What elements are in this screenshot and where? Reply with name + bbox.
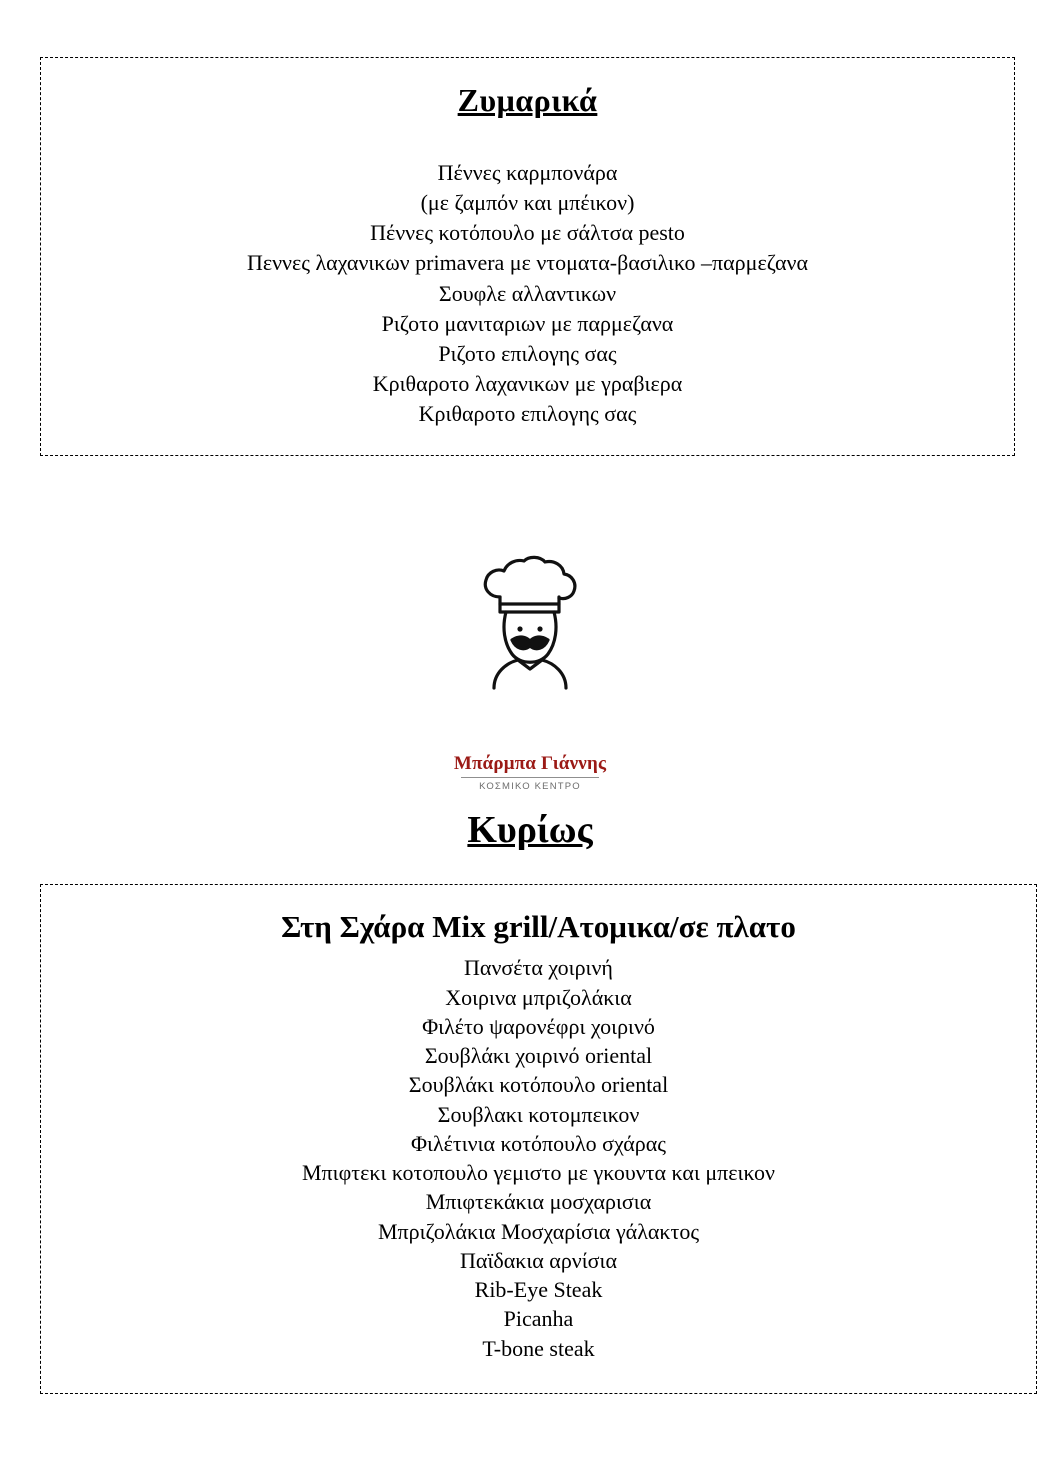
logo-name: Μπάρμπα Γιάννης	[453, 753, 607, 774]
list-item: Picanha	[503, 1306, 574, 1332]
pasta-section-title: Ζυμαρικά	[457, 82, 598, 118]
grill-section-title: Στη Σχάρα Mix grill/Ατομικα/σε πλατο	[281, 909, 796, 944]
list-item: Κριθαροτο επιλογης σας	[418, 401, 637, 426]
list-item: (με ζαμπόν και μπέικον)	[420, 190, 635, 216]
list-item: Ριζοτο μανιταριων με παρμεζανα	[381, 310, 674, 336]
list-item: Πέννες καρμπονάρα	[437, 160, 618, 185]
list-item: Παϊδακια αρνίσια	[460, 1247, 617, 1273]
grill-item-list	[51, 953, 1026, 1363]
list-item: Ριζοτο επιλογης σας	[438, 340, 617, 366]
list-item: T-bone steak	[482, 1335, 595, 1361]
grill-section	[40, 884, 1037, 1394]
restaurant-logo	[0, 555, 1060, 792]
list-item: Μπριζολάκια Μοσχαρίσια γάλακτος	[377, 1218, 700, 1244]
list-item: Μπιφτεκι κοτοπουλο γεμιστο με γκουντα και μπεικον	[302, 1160, 775, 1186]
list-item: Σουβλάκι κοτόπουλο oriental	[408, 1072, 669, 1098]
list-item: Rib-Eye Steak	[474, 1277, 603, 1303]
list-item: Μπιφτεκάκια μοσχαρισια	[425, 1189, 652, 1215]
list-item: Σουφλε αλλαντικων	[438, 280, 617, 306]
list-item: Πεννες λαχανικων primavera με ντοματα-βασιλικο –παρμεζανα	[246, 250, 809, 276]
chef-mustache-icon	[450, 555, 610, 705]
list-item: Πανσέτα χοιρινή	[464, 955, 613, 981]
list-item: Πέννες κοτόπουλο με σάλτσα pesto	[370, 220, 685, 246]
list-item: Σουβλάκι χοιρινό oriental	[424, 1043, 653, 1069]
list-item: Φιλέτινια κοτόπουλο σχάρας	[410, 1130, 667, 1156]
pasta-section	[40, 57, 1015, 456]
mains-section-heading: Κυρίως	[467, 809, 593, 851]
list-item: Φιλέτο ψαρονέφρι χοιρινό	[422, 1013, 655, 1039]
logo-subtitle: ΚΟΣΜΙΚΟ ΚΕΝΤΡΟ	[479, 781, 581, 792]
list-item: Κριθαροτο λαχανικων με γραβιερα	[372, 370, 683, 396]
logo-divider	[461, 777, 599, 778]
list-item: Σουβλακι κοτομπεικον	[437, 1101, 640, 1127]
list-item: Χοιρινα μπριζολάκια	[445, 984, 632, 1010]
pasta-item-list	[51, 158, 1004, 429]
